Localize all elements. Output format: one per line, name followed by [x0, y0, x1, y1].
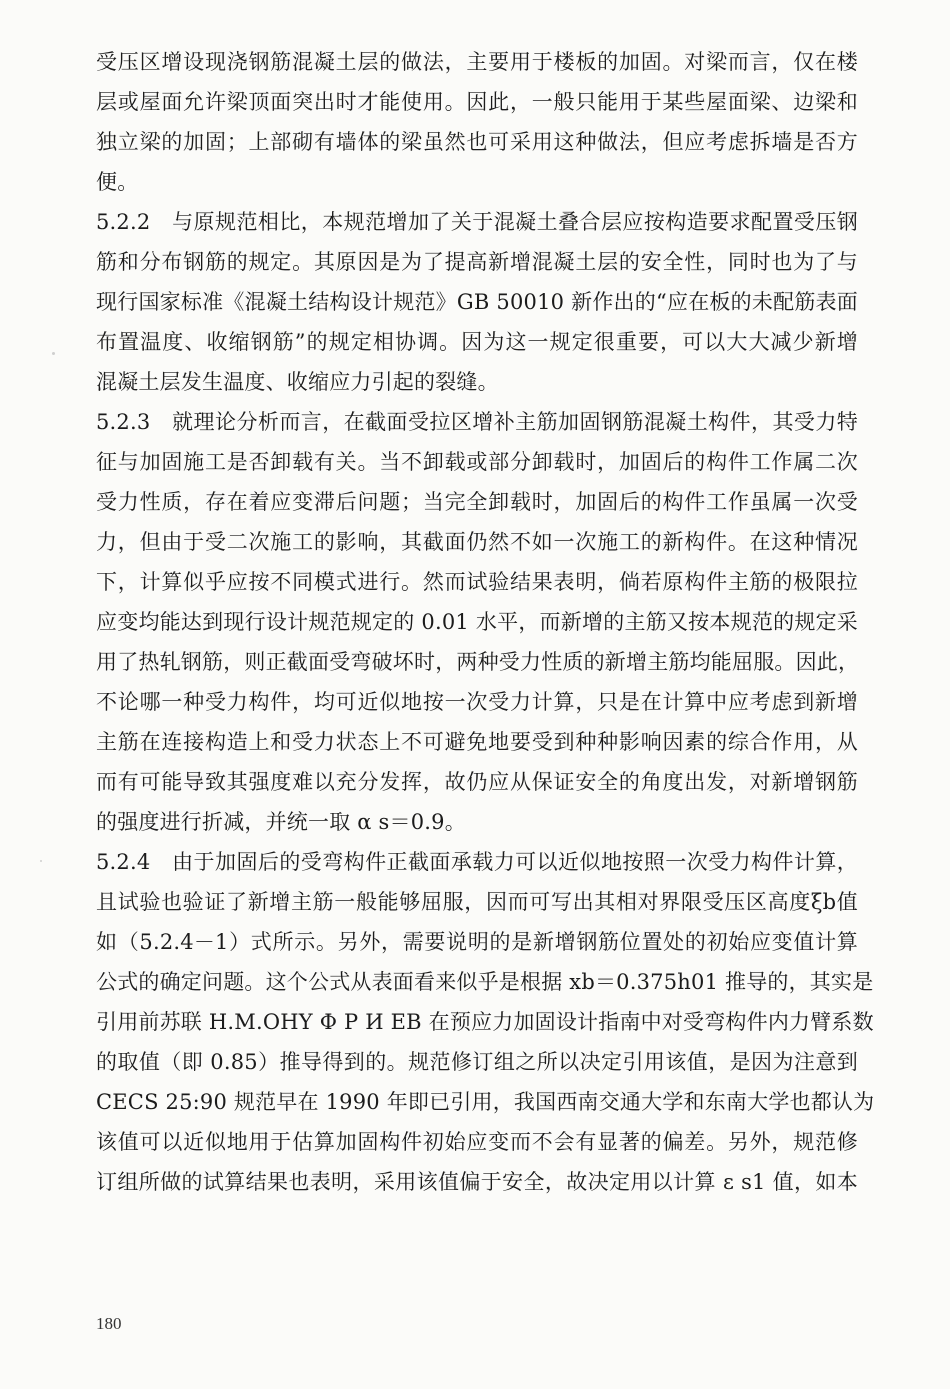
text-line: 独立梁的加固；上部砌有墙体的梁虽然也可采用这种做法，但应考虑拆墙是否方 — [96, 130, 858, 154]
text-line: 且试验也验证了新增主筋一般能够屈服，因而可写出其相对界限受压区高度ξb值 — [96, 890, 858, 914]
text-line: CECS 25:90 规范早在 1990 年即已引用，我国西南交通大学和东南大学也都认为 — [96, 1090, 875, 1114]
text-line: 征与加固施工是否卸载有关。当不卸载或部分卸载时，加固后的构件工作属二次 — [96, 450, 858, 474]
text-line: 5.2.2 与原规范相比，本规范增加了关于混凝土叠合层应按构造要求配置受压钢 — [96, 210, 858, 234]
text-line: 现行国家标准《混凝土结构设计规范》GB 50010 新作出的“应在板的未配筋表面 — [96, 290, 858, 314]
text-line: 受力性质，存在着应变滞后问题；当完全卸载时，加固后的构件工作虽属一次受 — [96, 490, 858, 514]
text-line: 5.2.4 由于加固后的受弯构件正截面承载力可以近似地按照一次受力构件计算， — [96, 850, 858, 874]
scan-speck — [52, 352, 55, 355]
text-line: 5.2.3 就理论分析而言，在截面受拉区增补主筋加固钢筋混凝土构件，其受力特 — [96, 410, 858, 434]
text-line: 用了热轧钢筋，则正截面受弯破坏时，两种受力性质的新增主筋均能屈服。因此， — [96, 650, 860, 674]
text-line: 不论哪一种受力构件，均可近似地按一次受力计算，只是在计算中应考虑到新增 — [96, 690, 858, 714]
text-line: 受压区增设现浇钢筋混凝土层的做法，主要用于楼板的加固。对梁而言，仅在楼 — [96, 50, 858, 74]
text-line: 主筋在连接构造上和受力状态上不可避免地要受到种种影响因素的综合作用，从 — [96, 730, 858, 754]
text-line: 如（5.2.4－1）式所示。另外，需要说明的是新增钢筋位置处的初始应变值计算 — [96, 930, 858, 954]
text-line: 而有可能导致其强度难以充分发挥，故仍应从保证安全的角度出发，对新增钢筋 — [96, 770, 858, 794]
text-line: 布置温度、收缩钢筋”的规定相协调。因为这一规定很重要，可以大大减少新增 — [96, 330, 858, 354]
text-line: 下，计算似乎应按不同模式进行。然而试验结果表明，倘若原构件主筋的极限拉 — [96, 570, 858, 594]
text-line: 该值可以近似地用于估算加固构件初始应变而不会有显著的偏差。另外，规范修 — [96, 1130, 858, 1154]
text-line: 公式的确定问题。这个公式从表面看来似乎是根据 xb＝0.375h01 推导的，其实是 — [96, 970, 874, 994]
text-line: 层或屋面允许梁顶面突出时才能使用。因此，一般只能用于某些屋面梁、边梁和 — [96, 90, 858, 114]
text-line: 的强度进行折减，并统一取 α s＝0.9。 — [96, 810, 466, 834]
document-body — [96, 42, 875, 1202]
text-line: 混凝土层发生温度、收缩应力引起的裂缝。 — [96, 370, 499, 394]
text-line: 筋和分布钢筋的规定。其原因是为了提高新增混凝土层的安全性，同时也为了与 — [96, 250, 858, 274]
text-line: 的取值（即 0.85）推导得到的。规范修订组之所以决定引用该值，是因为注意到 — [96, 1050, 858, 1074]
text-line: 应变均能达到现行设计规范规定的 0.01 水平，而新增的主筋又按本规范的规定采 — [96, 610, 858, 634]
text-line: 便。 — [96, 170, 139, 194]
scan-speck — [40, 860, 42, 862]
page-number: 180 — [96, 1314, 122, 1333]
text-line: 力，但由于受二次施工的影响，其截面仍然不如一次施工的新构件。在这种情况 — [96, 530, 858, 554]
text-line: 订组所做的试算结果也表明，采用该值偏于安全，故决定用以计算 ε s1 值，如本 — [96, 1170, 858, 1194]
text-line: 引用前苏联 H.M.OHY Φ P И EB 在预应力加固设计指南中对受弯构件内力臂系数 — [96, 1010, 874, 1034]
